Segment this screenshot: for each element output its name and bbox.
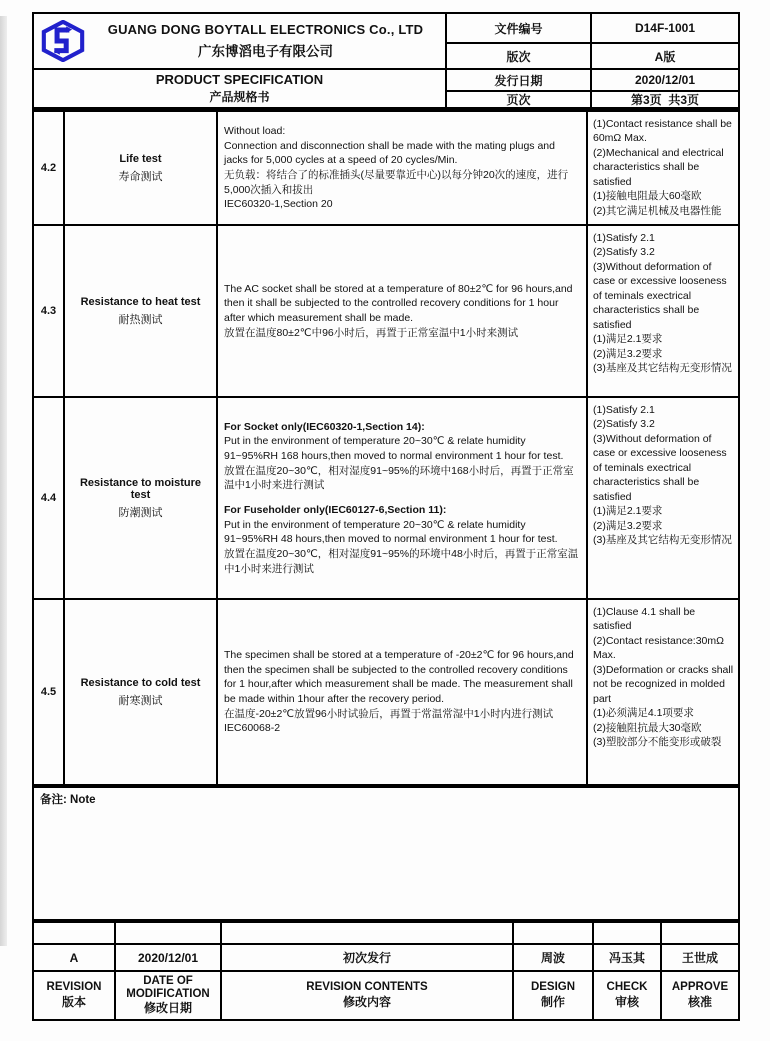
test-item <box>63 112 216 224</box>
test-item-name-cn: 防潮测试 <box>118 506 163 519</box>
test-content-line: Put in the environment of temperature 20~30℃ & relate humidity 91~95%RH 168 hours,then moved to normal environment 1 hour for test. <box>224 435 564 462</box>
revision-header-cn: 核准 <box>687 994 712 1009</box>
meta-value-version: A版 <box>590 42 738 68</box>
document-title-block <box>34 68 445 107</box>
document-title-en: PRODUCT SPECIFICATION <box>155 72 324 87</box>
meta-label-version: 版次 <box>445 42 590 68</box>
tests-table <box>32 109 740 786</box>
meta-label-issue-date: 发行日期 <box>445 68 590 90</box>
test-content-line: For Socket only(IEC60320-1,Section 14): <box>224 420 425 433</box>
revision-approve-cell <box>660 923 738 943</box>
test-item <box>63 226 216 396</box>
test-number: 4.3 <box>40 305 57 317</box>
revision-header-en: DATE OF MODIFICATION <box>126 974 210 1000</box>
test-requirement-line: (1)Contact resistance shall be 60mΩ Max. <box>593 118 732 145</box>
revision-header-date <box>114 970 220 1019</box>
test-requirement-line: (3)Without deformation of case or excessive looseness of teminals exectrical characteristics shall be satisfied <box>593 432 727 503</box>
revision-header-en: CHECK <box>606 981 648 994</box>
company-block <box>34 14 445 68</box>
meta-value-doc-number: D14F-1001 <box>590 14 738 42</box>
scan-edge-shadow <box>0 16 7 946</box>
test-content <box>216 398 586 598</box>
test-item <box>63 600 216 784</box>
revision-header-contents <box>220 970 512 1019</box>
test-row <box>34 112 738 224</box>
test-item-name-en: Resistance to cold test <box>80 676 201 689</box>
test-requirement-line: (3)Without deformation of case or excessive looseness of teminals exectrical characteristics shall be satisfied <box>593 260 727 331</box>
revision-approve-cell: 王世成 <box>660 943 738 970</box>
test-requirement-line: (1)Clause 4.1 shall be satisfied <box>593 606 696 633</box>
revision-header-cn: 版本 <box>61 994 86 1009</box>
test-item-name-cn: 寿命测试 <box>118 170 163 183</box>
test-content-line: The specimen shall be stored at a temperature of -20±2℃ for 96 hours,and then the specimen shall be subjected to the controlled recovery conditions for 1 hour,after which measurement shall be made. The measurement shall be made within 1hour after the recovery period. <box>224 648 574 705</box>
test-content <box>216 112 586 224</box>
document-header <box>32 12 740 109</box>
revision-header-cn: 修改内容 <box>342 994 391 1009</box>
test-content-line: 无负载：将结合了的标准插头(尽量要靠近中心)以每分钟20次的速度，进行5,000次插入和拔出 <box>224 169 569 196</box>
test-requirement-line: (2)接触阻抗最大30毫欧 <box>593 721 702 734</box>
test-requirement-line: (3)塑胶部分不能变形或破裂 <box>593 736 722 749</box>
revision-header-check <box>592 970 660 1019</box>
revision-header-rev <box>34 970 114 1019</box>
company-name-en: GUANG DONG BOYTALL ELECTRONICS Co., LTD <box>107 22 424 37</box>
test-requirement <box>586 398 738 598</box>
test-content-line: 在温度-20±2℃放置96小时试验后，再置于常温常湿中1小时内进行测试 <box>224 707 554 720</box>
test-content-line: The AC socket shall be stored at a temperature of 80±2℃ for 96 hours,and then it shall be subjected to the controlled recovery conditions for 1 hour after which measurement shall be made. <box>224 282 573 324</box>
revision-header-en: REVISION <box>46 981 102 994</box>
revision-header-en: DESIGN <box>530 981 576 994</box>
note-label: 备注: Note <box>40 794 96 806</box>
revision-design-cell <box>512 923 592 943</box>
test-requirement-line: (1)Satisfy 2.1 <box>593 232 655 244</box>
revision-rev-cell: A <box>34 943 114 970</box>
company-name-cn: 广东博滔电子有限公司 <box>198 44 333 59</box>
test-item <box>63 398 216 598</box>
document-sheet <box>32 12 740 1021</box>
revision-header-cn: 制作 <box>540 994 565 1009</box>
test-content-line: IEC60320-1,Section 20 <box>224 198 333 211</box>
test-number: 4.5 <box>40 686 57 698</box>
test-requirement <box>586 600 738 784</box>
test-content <box>216 600 586 784</box>
revision-contents-cell: 初次发行 <box>220 943 512 970</box>
test-requirement-line: (1)必须满足4.1项要求 <box>593 707 694 720</box>
test-requirement-line: (1)Satisfy 2.1 <box>593 404 655 416</box>
note-section <box>32 786 740 921</box>
test-number: 4.2 <box>40 162 57 174</box>
revision-check-cell: 冯玉其 <box>592 943 660 970</box>
document-title-cn: 产品规格书 <box>209 90 270 104</box>
revision-header-en: APPROVE <box>671 981 729 994</box>
test-content-line <box>224 493 580 503</box>
test-row <box>34 224 738 396</box>
revision-date-cell: 2020/12/01 <box>114 943 220 970</box>
revision-header-approve <box>660 970 738 1019</box>
revision-design-cell: 周波 <box>512 943 592 970</box>
test-item-name-cn: 耐热测试 <box>118 313 163 326</box>
revision-header-design <box>512 970 592 1019</box>
revision-check-cell <box>592 923 660 943</box>
company-logo-icon <box>40 20 86 62</box>
revision-header-en: REVISION CONTENTS <box>306 981 428 994</box>
test-requirement-line: (2)满足3.2要求 <box>593 519 663 532</box>
test-number: 4.4 <box>40 492 57 504</box>
test-requirement-line: (2)Satisfy 3.2 <box>593 418 655 431</box>
test-item-name-cn: 耐寒测试 <box>118 694 163 707</box>
test-requirement-line: (2)满足3.2要求 <box>593 347 663 360</box>
test-content-line: Put in the environment of temperature 20~30℃ & relate humidity 91~95%RH 48 hours,then moved to normal environment 1 hour for test. <box>224 518 558 546</box>
test-requirement-line: (3)Deformation or cracks shall not be recognized in molded part <box>593 663 734 705</box>
revision-date-cell <box>114 923 220 943</box>
meta-value-page: 第3页 共3页 <box>590 90 738 107</box>
test-requirement-line: (2)Satisfy 3.2 <box>593 246 655 259</box>
test-content-line: 放置在温度80±2℃中96小时后，再置于正常室温中1小时来测试 <box>224 326 519 339</box>
test-requirement <box>586 226 738 396</box>
revision-table <box>32 921 740 1021</box>
test-item-name-en: Resistance to moisture test <box>79 476 202 501</box>
test-requirement-line: (3)基座及其它结构无变形情况 <box>593 534 732 547</box>
test-content-line: Connection and disconnection shall be made with the mating plugs and jacks for 5,000 cycles at a speed of 20 cycles/Min. <box>224 139 555 167</box>
test-row <box>34 598 738 784</box>
test-requirement-line: (1)满足2.1要求 <box>593 333 663 346</box>
test-item-name-en: Life test <box>119 152 162 165</box>
test-content-line: Without load: <box>224 124 286 137</box>
revision-header-cn: 修改日期 <box>143 1001 192 1016</box>
test-requirement-line: (2)其它满足机械及电器性能 <box>593 204 722 217</box>
test-content-line: IEC60068-2 <box>224 722 281 735</box>
test-item-name-en: Resistance to heat test <box>80 295 201 308</box>
test-requirement <box>586 112 738 224</box>
test-content-line: 放置在温度20~30℃，相对湿度91~95%的环境中48小时后，再置于正常室温中1小时来进行测试 <box>224 548 579 575</box>
revision-rev-cell <box>34 923 114 943</box>
test-requirement-line: (1)接触电阻最大60毫欧 <box>593 190 702 203</box>
test-content <box>216 226 586 396</box>
test-row <box>34 396 738 598</box>
company-name <box>90 22 441 60</box>
revision-contents-cell <box>220 923 512 943</box>
test-requirement-line: (2)Contact resistance:30mΩ Max. <box>593 634 724 662</box>
test-requirement-line: (3)基座及其它结构无变形情况 <box>593 362 732 375</box>
meta-value-issue-date: 2020/12/01 <box>590 68 738 90</box>
test-requirement-line: (2)Mechanical and electrical characteristics shall be satisfied <box>593 146 724 188</box>
test-requirement-line: (1)满足2.1要求 <box>593 505 663 518</box>
test-content-line: For Fuseholder only(IEC60127-6,Section 11): <box>224 504 447 516</box>
meta-label-page: 页次 <box>445 90 590 107</box>
meta-label-doc-number: 文件编号 <box>445 14 590 42</box>
test-content-line: 放置在温度20~30℃，相对湿度91~95%的环境中168小时后，再置于正常室温中1小时来进行测试 <box>224 464 574 492</box>
revision-header-cn: 审核 <box>614 994 639 1009</box>
